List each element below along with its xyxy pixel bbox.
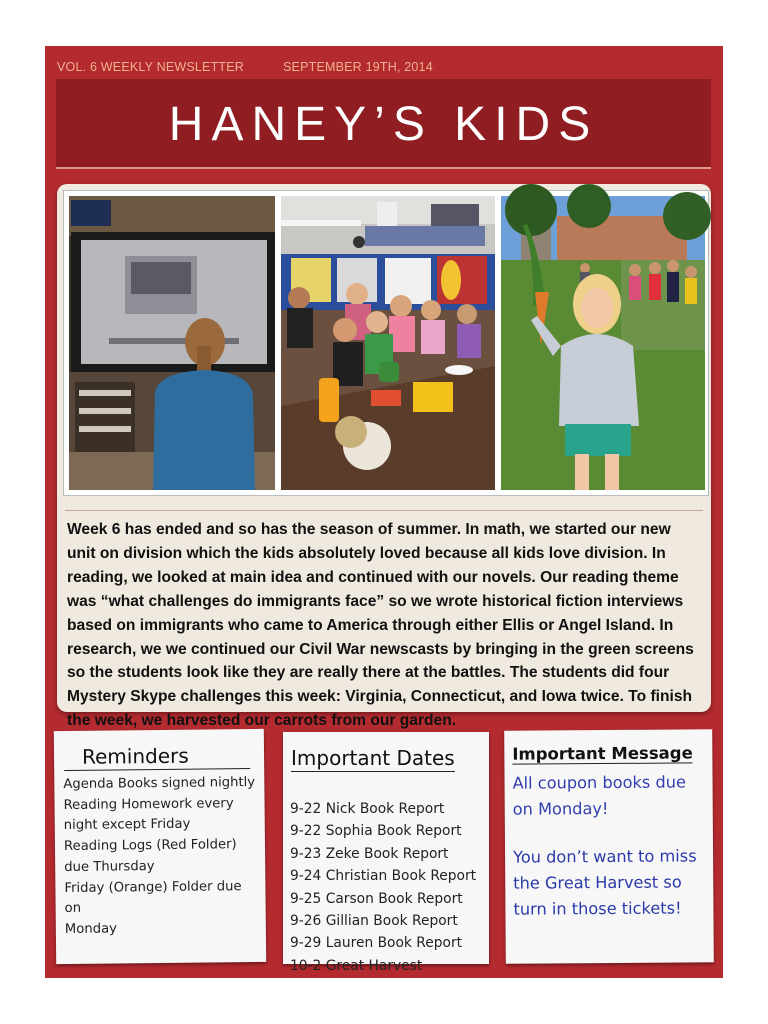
- date-item: 9-23 Zeke Book Report: [290, 845, 449, 862]
- important-dates-list: [290, 798, 486, 977]
- reminder-line: Reading Homework every: [63, 795, 234, 813]
- coupon-message: All coupon books due on Monday!: [512, 772, 687, 819]
- issue-date: SEPTEMBER 19TH, 2014: [283, 60, 433, 74]
- important-dates-title: Important Dates: [291, 746, 455, 770]
- reminders-note: [54, 729, 266, 964]
- girl-with-carrots-photo: [501, 196, 705, 490]
- date-item: 9-22 Nick Book Report: [290, 801, 445, 817]
- date-item: 9-26 Gillian Book Report: [290, 913, 458, 930]
- date-item: 9-25 Carson Book Report: [290, 890, 463, 907]
- girl-at-smartboard-photo: [69, 196, 275, 490]
- weekly-summary: Week 6 has ended and so has the season of summer. In math, we started our new unit on division which the kids absolutely loved because all kids love division. In reading, we looked at main idea and continued with our novels. Our reading theme was “what challenges do immigrants face” so we wrote historical fiction interviews based on immigrants who came to America through either Ellis or Angel Island. In research, we we continued our Civil War newscasts by bringing in the green screens so the students look like they are really there at the battles. The students did four Mystery Skype challenges this week: Virginia, Connecticut, and Iowa twice. To finish the week, we harvested our carrots from our garden.: [67, 521, 694, 730]
- reminder-line: Reading Logs (Red Folder): [63, 837, 237, 855]
- main-story-card: [57, 184, 711, 730]
- title-banner: [56, 79, 711, 169]
- date-item: 9-24 Christian Book Report: [290, 868, 477, 885]
- class-party-photo: [281, 196, 495, 490]
- reminder-line: due Thursday: [64, 858, 155, 875]
- newsletter-page: [45, 46, 723, 978]
- reminders-list: [63, 773, 261, 941]
- reminder-line: Monday: [64, 921, 118, 937]
- date-item: 9-22 Sophia Book Report: [290, 823, 462, 840]
- tickets-message: You don’t want to miss the Great Harvest so turn in those tickets!: [513, 846, 697, 919]
- reminder-line: Agenda Books signed nightly: [63, 775, 256, 793]
- volume-label: VOL. 6 WEEKLY NEWSLETTER: [57, 60, 245, 74]
- newsletter-title: HANEY’S KIDS: [168, 98, 599, 151]
- date-item: 9-29 Lauren Book Report: [290, 935, 463, 952]
- important-message-note: [504, 729, 714, 963]
- story-divider: [65, 510, 703, 511]
- important-dates-note: [283, 732, 489, 974]
- reminder-line: Friday (Orange) Folder due on: [64, 878, 242, 917]
- important-message-title: Important Message: [512, 743, 693, 764]
- reminders-title: Reminders: [64, 743, 250, 771]
- issue-line: [57, 60, 433, 74]
- photo-strip: [63, 190, 709, 496]
- date-item: 10-2 Great Harvest: [290, 957, 423, 974]
- reminder-line: night except Friday: [63, 817, 191, 834]
